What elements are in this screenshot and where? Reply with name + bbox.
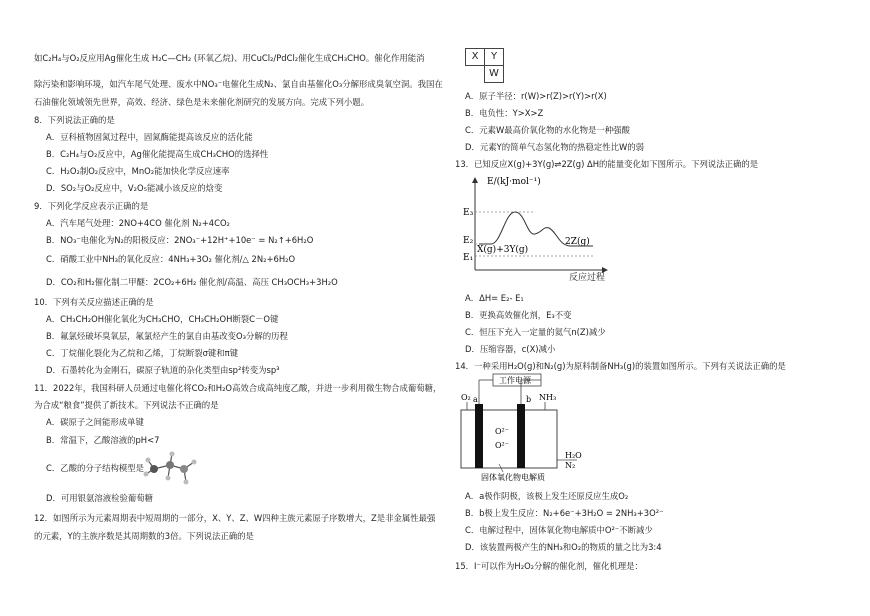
e2-label: E₂	[463, 236, 474, 246]
e1-label: E₁	[463, 253, 474, 263]
q14-stem: 14．一种采用H₂O(g)和N₂(g)为原料制备NH₃(g)的装置如图所示。下列有关说法正确的是	[455, 361, 786, 371]
o2-label: O₂	[461, 393, 471, 402]
q8-option-a: A．豆科植物固氮过程中，固氮酶能提高该反应的活化能	[46, 132, 253, 142]
q12-stem-2: 的元素，Y的主族序数是其周期数的3倍。下列说法正确的是	[34, 531, 254, 541]
q11-option-d: D．可用银氨溶液检验葡萄糖	[46, 493, 153, 503]
q11-stem-1: 11．2022年，我国科研人员通过电催化将CO₂和H₂O高效合成高纯度乙酸，并进一步利用微生物合成葡萄糖，	[34, 383, 442, 393]
n2-label: N₂	[565, 461, 576, 470]
table-cell-y: Y	[484, 48, 504, 66]
q10-stem: 10．下列有关反应描述正确的是	[34, 297, 154, 307]
q12-option-d: D．元素Y的简单气态氢化物的热稳定性比W的弱	[465, 142, 644, 152]
acetic-acid-model-image	[142, 448, 200, 490]
q10-option-a: A．CH₃CH₂OH催化氧化为CH₃CHO，CH₃CH₂OH断裂C－O键	[46, 314, 279, 324]
electrode-a	[475, 404, 483, 468]
q12-stem-1: 12．如图所示为元素周期表中短周期的一部分，X、Y、Z、W四种主族元素原子序数增大，Z是非金属性最强	[34, 513, 436, 523]
q13-option-a: A．ΔH= E₂- E₁	[465, 293, 524, 303]
q9-option-c: C．硝酸工业中NH₃的氧化反应：4NH₃+3O₂ 催化剂/△ 2N₂+6H₂O	[46, 254, 296, 264]
electrode-b	[517, 404, 525, 468]
q8-option-d: D．SO₂与O₂反应中，V₂O₅能减小该反应的焓变	[46, 183, 223, 193]
q14-option-b: B．b极上发生反应：N₂+6e⁻+3H₂O = 2NH₃+3O²⁻	[465, 508, 664, 518]
q9-stem: 9．下列化学反应表示正确的是	[34, 201, 149, 211]
electrolyte-caption: 固体氧化物电解质	[481, 473, 545, 482]
x-axis-label: 反应过程	[569, 273, 606, 283]
oxide-ion-label-1: O²⁻	[495, 427, 509, 436]
power-source-label: 工作电源	[499, 376, 531, 385]
q14-option-c: C．电解过程中，固体氧化物电解质中O²⁻不断减少	[465, 525, 653, 535]
q13-option-d: D．压缩容器，c(X)减小	[465, 344, 556, 354]
q10-option-c: C．丁烷催化裂化为乙烷和乙烯，丁烷断裂σ键和π键	[46, 348, 239, 358]
q9-option-d: D．CO₂和H₂催化制二甲醚：2CO₂+6H₂ 催化剂/高温、高压 CH₃OCH₃+3H₂O	[46, 277, 338, 287]
q8-option-b: B．C₂H₄与O₂反应中，Ag催化能提高生成CH₃CHO的选择性	[46, 149, 269, 159]
q8-option-c: C．H₂O₂制O₂反应中，MnO₂能加快化学反应速率	[46, 166, 230, 176]
q11-stem-2: 为合成“粮食”提供了新技术。下列说法不正确的是	[34, 400, 219, 410]
table-cell-w: W	[484, 65, 504, 83]
reactant-label: X(g)+3Y(g)	[477, 245, 529, 255]
energy-diagram	[453, 172, 613, 287]
oxide-ion-label-2: O²⁻	[495, 441, 509, 450]
table-cell-x: X	[465, 48, 485, 66]
q13-option-b: B．更换高效催化剂，E₃不变	[465, 310, 572, 320]
h2o-label: H₂O	[565, 451, 582, 460]
intro-line-1: 如C₂H₄与O₂反应用Ag催化生成 H₂C—CH₂ (环氧乙烷)、用CuCl₂/PdCl₂催化生成CH₃CHO。催化作用能消	[34, 53, 425, 63]
q9-option-a: A．汽车尾气处理：2NO+4CO 催化剂 N₂+4CO₂	[46, 218, 230, 228]
electrolysis-device	[453, 372, 593, 484]
electrode-a-label: a	[473, 395, 478, 404]
q12-option-b: B．电负性：Y>X>Z	[465, 108, 544, 118]
q11-option-c: C．乙酸的分子结构模型是	[46, 463, 144, 473]
q13-option-c: C．恒压下充入一定量的氦气n(Z)减少	[465, 327, 606, 337]
q10-option-d: D．石墨转化为金刚石，碳原子轨道的杂化类型由sp²转变为sp³	[46, 365, 280, 375]
q15-stem: 15．I⁻可以作为H₂O₂分解的催化剂，催化机理是：	[455, 561, 643, 571]
intro-line-2: 除污染和影响环境，如汽车尾气处理、废水中NO₃⁻电催化生成N₂、氯自由基催化O₃分解形成臭氧空洞。我国在	[34, 79, 443, 89]
q14-option-a: A．a极作阴极，该极上发生还原反应生成O₂	[465, 491, 629, 501]
y-axis-label: E/(kJ·mol⁻¹)	[487, 177, 541, 187]
nh3-label: NH₃	[539, 393, 557, 402]
q8-stem: 8．下列说法正确的是	[34, 115, 115, 125]
q11-option-b: B．常温下，乙酸溶液的pH<7	[46, 435, 160, 445]
q13-stem: 13．已知反应X(g)+3Y(g)⇌2Z(g) ΔH的能量变化如下图所示。下列说法正确的是	[455, 159, 759, 169]
q12-option-a: A．原子半径：r(W)>r(Z)>r(Y)>r(X)	[465, 91, 607, 101]
q10-option-b: B．氟氯烃破坏臭氧层，氟氯烃产生的氯自由基改变O₃分解的历程	[46, 331, 288, 341]
product-label: 2Z(g)	[565, 237, 590, 247]
q11-option-a: A．碳原子之间能形成单键	[46, 417, 144, 427]
q14-option-d: D．该装置两极产生的NH₃和O₂的物质的量之比为3:4	[465, 542, 662, 552]
q12-option-c: C．元素W最高价氧化物的水化物是一种强酸	[465, 125, 630, 135]
q9-option-b: B．NO₃⁻电催化为N₂的阳极反应：2NO₃⁻+12H⁺+10e⁻ = N₂↑+6H₂O	[46, 235, 314, 245]
e3-label: E₃	[463, 208, 474, 218]
electrode-b-label: b	[526, 395, 532, 404]
intro-line-3: 石油催化领域领先世界，高效、经济、绿色是未来催化剂研究的发展方向。完成下列小题。	[34, 97, 369, 107]
